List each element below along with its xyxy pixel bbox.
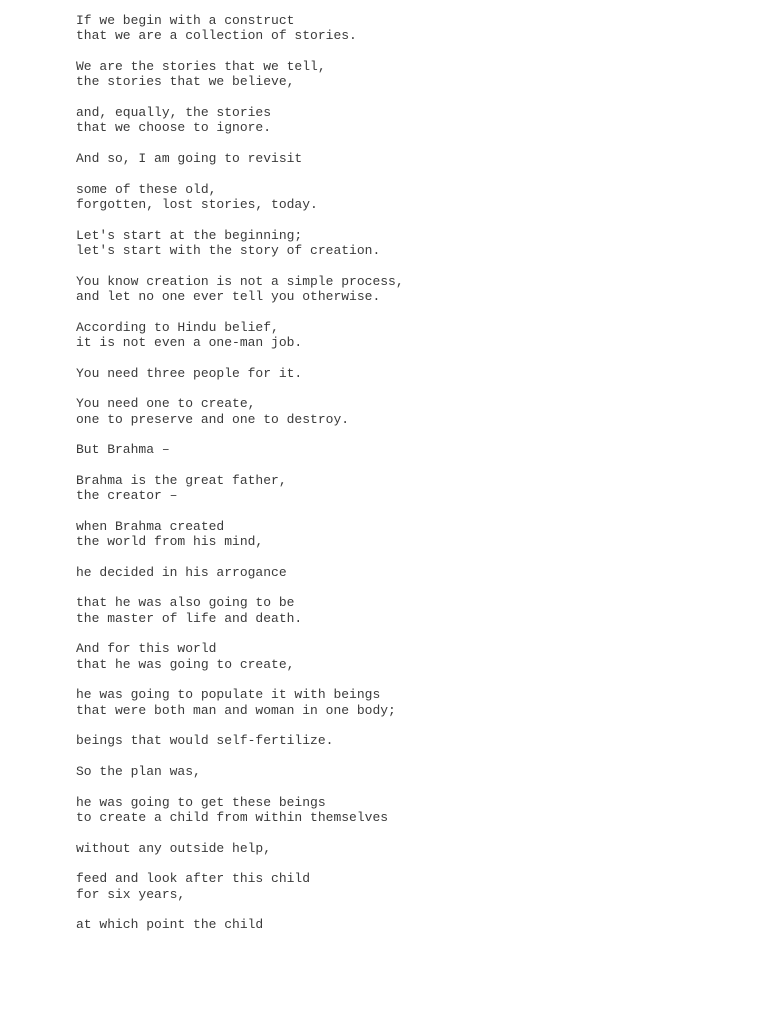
text-line: and let no one ever tell you otherwise. xyxy=(76,289,381,304)
text-line: the creator – xyxy=(76,488,178,504)
stanza xyxy=(76,687,736,718)
stanza xyxy=(76,366,736,381)
stanza xyxy=(76,841,736,856)
stanza xyxy=(76,274,736,305)
text-line: it is not even a one-man job. xyxy=(76,335,303,350)
transcript-page xyxy=(76,13,736,948)
stanza xyxy=(76,917,736,932)
text-line: And for this world xyxy=(76,641,217,657)
text-line: According to Hindu belief, xyxy=(76,319,279,335)
text-line: one to preserve and one to destroy. xyxy=(76,411,350,427)
text-line: We are the stories that we tell, xyxy=(76,59,326,74)
stanza xyxy=(76,13,736,44)
stanza xyxy=(76,473,736,504)
text-line: without any outside help, xyxy=(76,840,272,856)
stanza xyxy=(76,320,736,351)
text-line: some of these old, xyxy=(76,181,217,197)
text-line: But Brahma – xyxy=(76,442,170,458)
text-line: when Brahma created xyxy=(76,518,225,534)
stanza xyxy=(76,59,736,90)
stanza xyxy=(76,565,736,580)
text-line: that were both man and woman in one body; xyxy=(76,702,396,718)
text-line: at which point the child xyxy=(76,917,264,933)
text-line: for six years, xyxy=(76,886,186,902)
text-line: let's start with the story of creation. xyxy=(76,243,381,258)
stanza xyxy=(76,641,736,672)
text-line: to create a child from within themselves xyxy=(76,809,389,825)
text-line: beings that would self-fertilize. xyxy=(76,733,334,749)
stanza xyxy=(76,764,736,779)
text-line: the world from his mind, xyxy=(76,534,264,550)
text-line: that he was also going to be xyxy=(76,595,295,611)
text-line: You need one to create, xyxy=(76,396,256,412)
text-line: If we begin with a construct xyxy=(76,13,295,28)
text-line: You know creation is not a simple process, xyxy=(76,273,404,289)
text-line: You need three people for it. xyxy=(76,365,303,381)
stanza xyxy=(76,442,736,457)
text-line: he was going to get these beings xyxy=(76,794,326,810)
stanza xyxy=(76,595,736,626)
text-line: he decided in his arrogance xyxy=(76,564,287,580)
text-line: forgotten, lost stories, today. xyxy=(76,197,318,212)
text-line: So the plan was, xyxy=(76,763,201,779)
text-line: And so, I am going to revisit xyxy=(76,151,303,166)
text-line: he was going to populate it with beings xyxy=(76,687,381,703)
stanza xyxy=(76,871,736,902)
text-line: the stories that we believe, xyxy=(76,74,295,90)
stanza xyxy=(76,396,736,427)
text-line: Brahma is the great father, xyxy=(76,472,287,488)
text-line: Let's start at the beginning; xyxy=(76,227,303,243)
stanza xyxy=(76,519,736,550)
text-line: that we are a collection of stories. xyxy=(76,28,357,44)
text-line: feed and look after this child xyxy=(76,871,311,887)
text-line: that we choose to ignore. xyxy=(76,120,272,136)
stanza xyxy=(76,795,736,826)
stanza xyxy=(76,228,736,259)
stanza xyxy=(76,733,736,748)
stanza xyxy=(76,151,736,166)
stanza xyxy=(76,105,736,136)
text-line: the master of life and death. xyxy=(76,610,303,626)
text-line: and, equally, the stories xyxy=(76,105,272,120)
text-line: that he was going to create, xyxy=(76,656,295,672)
stanza xyxy=(76,182,736,213)
